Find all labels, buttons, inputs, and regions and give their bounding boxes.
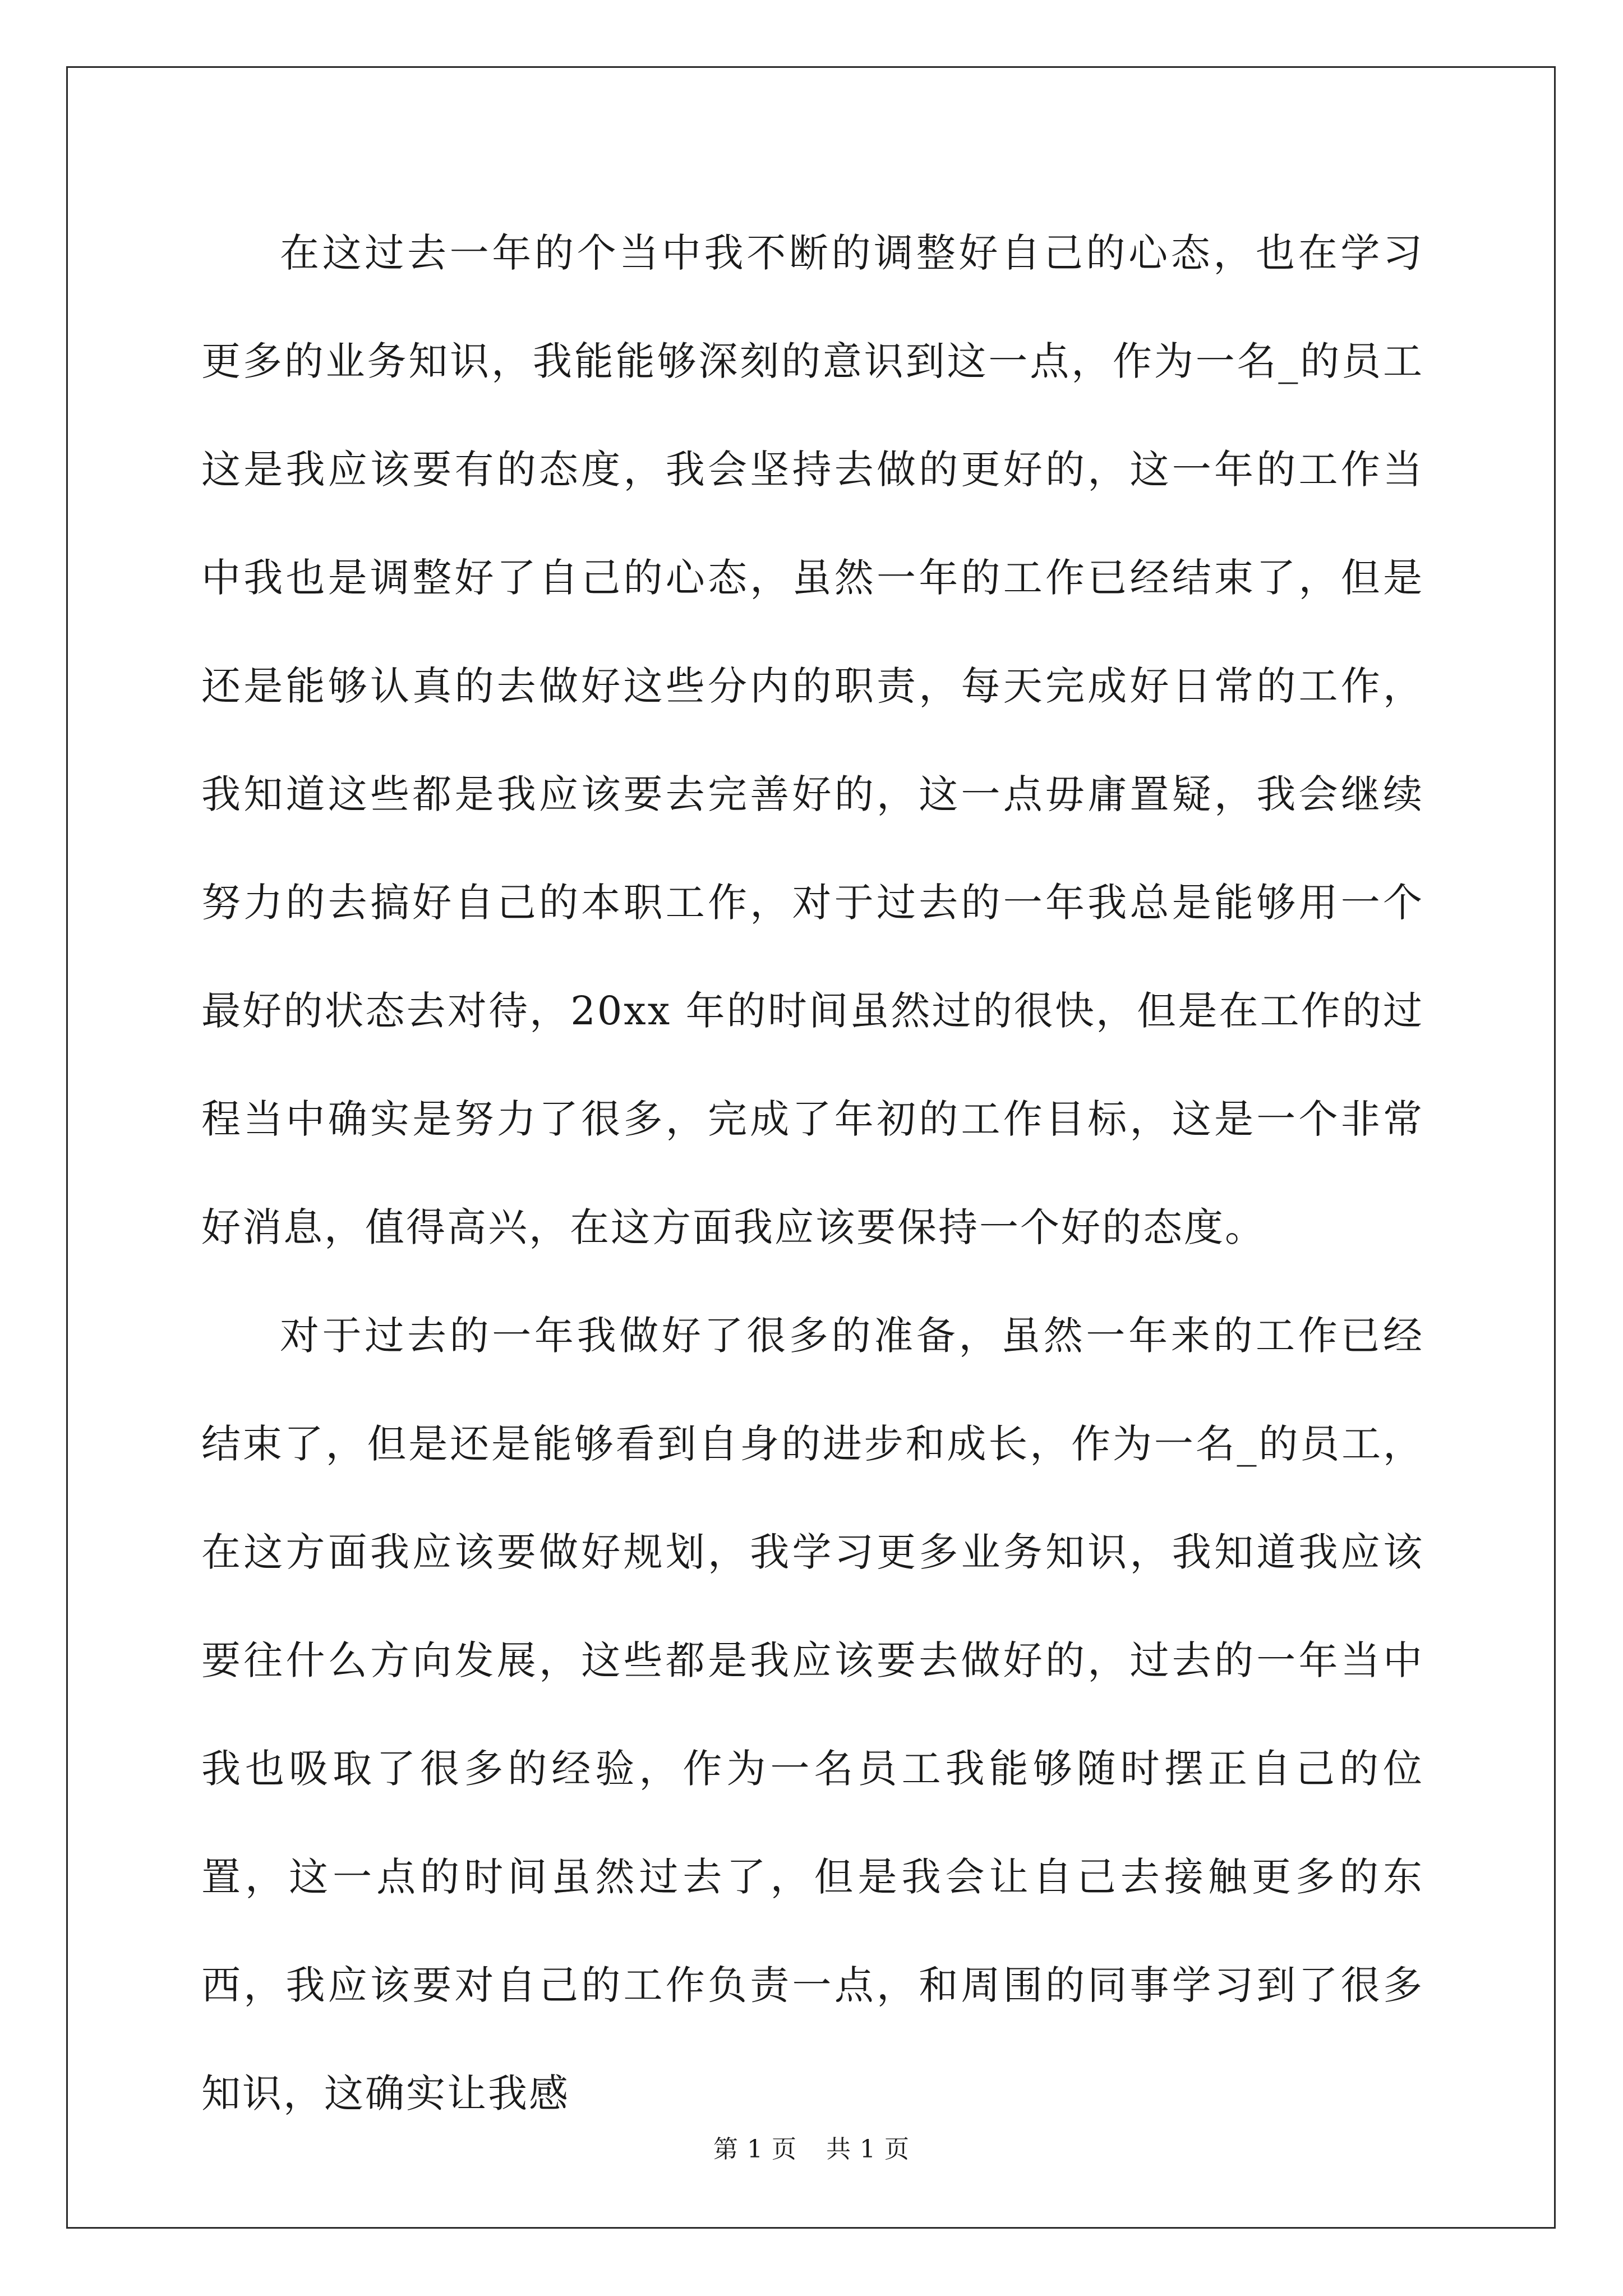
- document-body: [201, 199, 1424, 2148]
- paragraph-2: 对于过去的一年我做好了很多的准备，虽然一年来的工作已经结束了，但是还是能够看到自身的进步和成长，作为一名_的员工，在这方面我应该要做好规划，我学习更多业务知识，我知道我应该要往什么方向发展，这些都是我应该要去做好的，过去的一年当中我也吸取了很多的经验，作为一名员工我能够随时摆正自己的位置，这一点的时间虽然过去了，但是我会让自己去接触更多的东西，我应该要对自己的工作负责一点，和周围的同事学习到了很多知识，这确实让我感: [201, 1313, 1424, 2116]
- page-footer: [0, 2129, 1623, 2165]
- paragraph-1: 在这过去一年的个当中我不断的调整好自己的心态，也在学习更多的业务知识，我能能够深刻的意识到这一点，作为一名_的员工这是我应该要有的态度，我会坚持去做的更好的，这一年的工作当中我也是调整好了自己的心态，虽然一年的工作已经结束了，但是还是能够认真的去做好这些分内的职责，每天完成好日常的工作，我知道这些都是我应该要去完善好的，这一点毋庸置疑，我会继续努力的去搞好自己的本职工作，对于过去的一年我总是能够用一个最好的状态去对待，20xx 年的时间虽然过的很快，但是在工作的过程当中确实是努力了很多，完成了年初的工作目标，这是一个非常好消息，值得高兴，在这方面我应该要保持一个好的态度。: [201, 230, 1424, 1250]
- page-number-total: 共 1 页: [826, 2135, 910, 2164]
- page-number-current: 第 1 页: [713, 2135, 797, 2164]
